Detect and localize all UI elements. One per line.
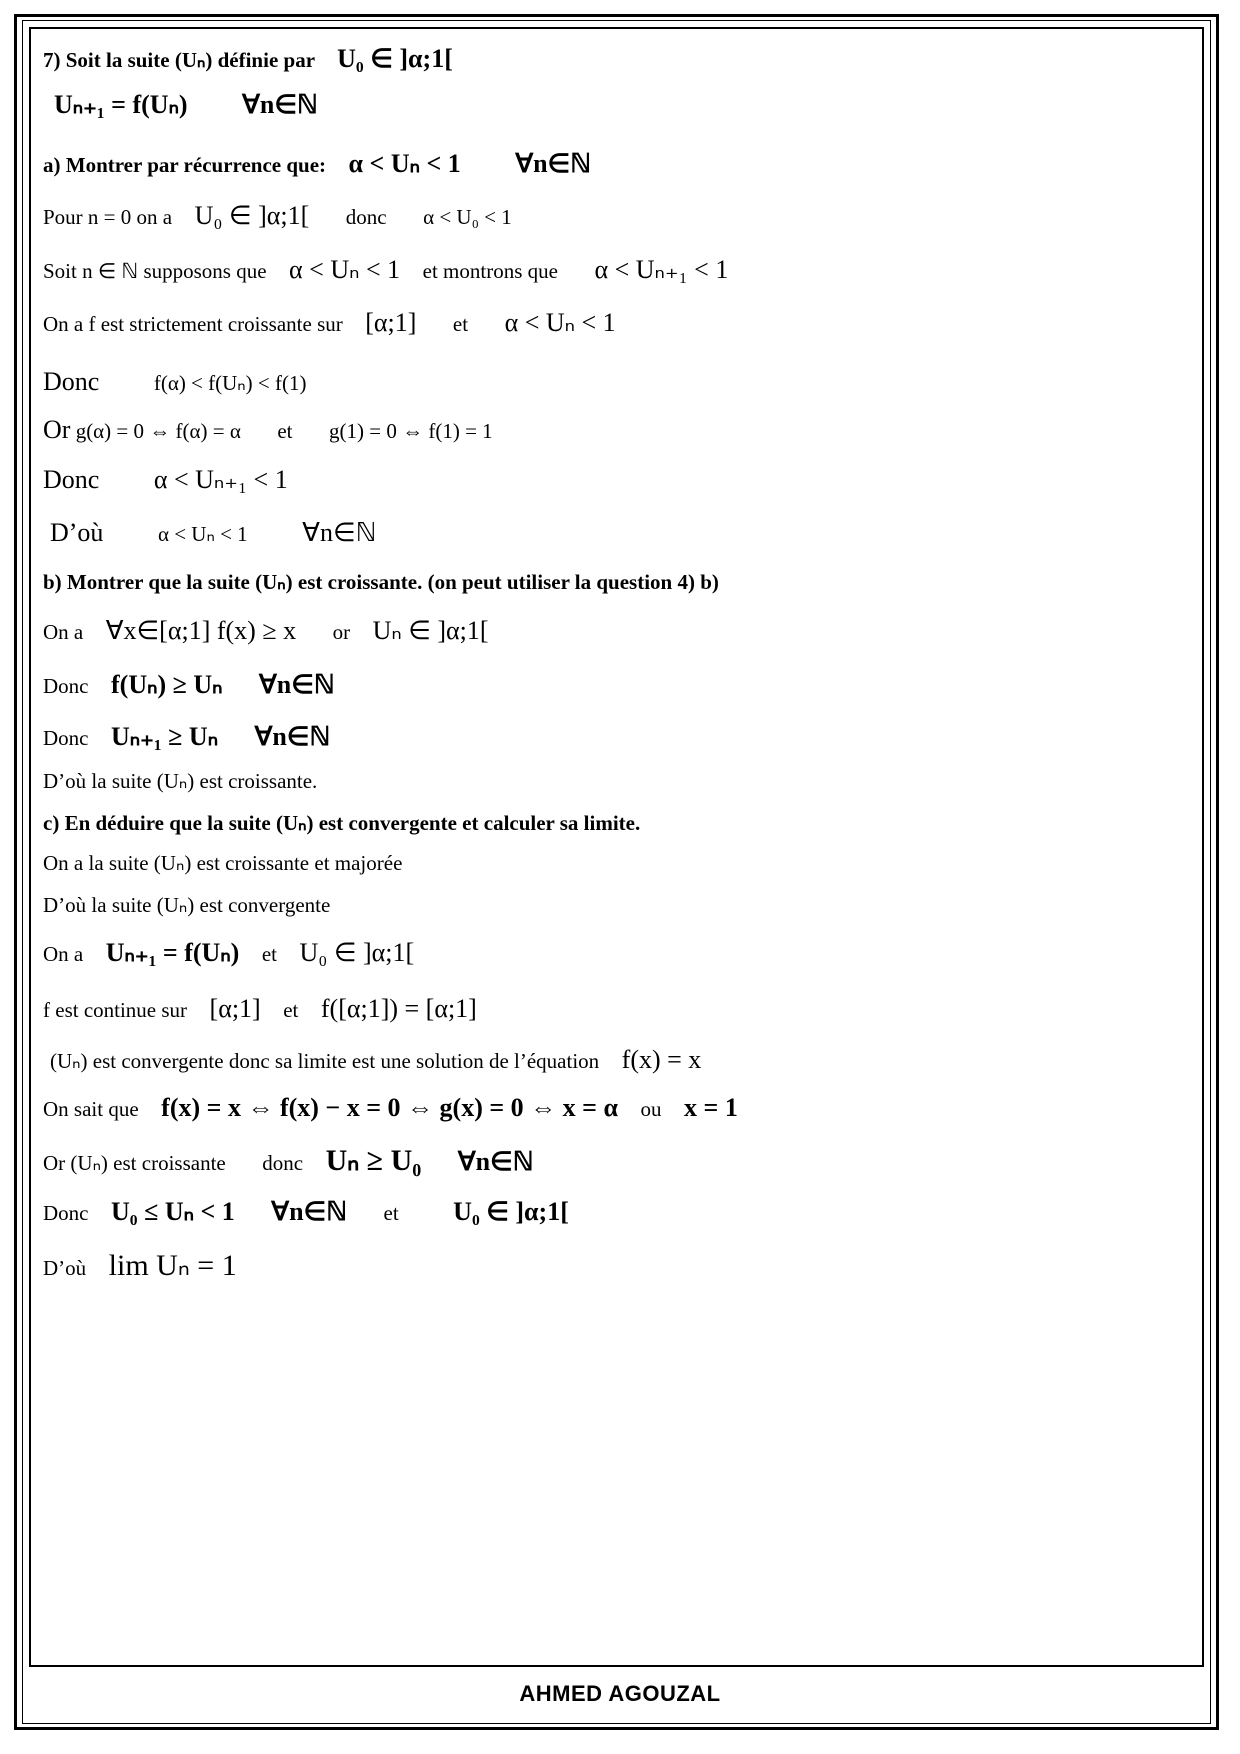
q7-forall: ∀n∈ℕ bbox=[242, 90, 318, 119]
part-a-claim: α < Uₙ < 1 bbox=[348, 149, 461, 178]
part-b-title: b) Montrer que la suite (Uₙ) est croissante. (on peut utiliser la question 4) b) bbox=[43, 570, 719, 594]
part-a-l3-interval: [α;1] bbox=[365, 308, 417, 337]
part-c-line2 bbox=[43, 895, 330, 916]
part-a-l3-text: On a f est strictement croissante sur bbox=[43, 312, 343, 336]
part-c-l5-math: f(x) = x bbox=[621, 1045, 702, 1074]
part-b-l3-donc: Donc bbox=[43, 726, 89, 750]
part-c-line5 bbox=[50, 1047, 701, 1073]
part-c-line3 bbox=[43, 940, 414, 966]
part-a-l7-forall: ∀n∈ℕ bbox=[302, 518, 377, 547]
part-c-l6-math2: x = 1 bbox=[684, 1093, 738, 1122]
part-c-l6-math: f(x) = x ⇔ f(x) − x = 0 ⇔ g(x) = 0 ⇔ x = α bbox=[161, 1093, 619, 1122]
part-c-l8-math2: U₀ ∈ ]α;1[ bbox=[453, 1197, 569, 1226]
part-c-l7-text: Or (Uₙ) est croissante bbox=[43, 1151, 226, 1175]
part-a-l7-dou: D’où bbox=[50, 518, 104, 547]
part-c-l4-et: et bbox=[283, 998, 299, 1022]
part-b-l2-math: f(Uₙ) ≥ Uₙ bbox=[111, 670, 223, 699]
footer-author: AHMED AGOUZAL bbox=[519, 1681, 721, 1706]
part-c-l4-interval: [α;1] bbox=[209, 994, 261, 1023]
q7-recurrence: Uₙ₊₁ = f(Uₙ) bbox=[54, 90, 188, 119]
part-c-line6 bbox=[43, 1095, 738, 1121]
part-c-line9 bbox=[43, 1251, 237, 1281]
part-a-l1-text: Pour n = 0 on a bbox=[43, 205, 173, 229]
part-a-l5-et: et bbox=[277, 419, 293, 443]
part-a-l6-donc: Donc bbox=[43, 465, 100, 494]
part-b-l2-donc: Donc bbox=[43, 674, 89, 698]
part-a-line2 bbox=[43, 257, 728, 283]
part-a-l2-text2: et montrons que bbox=[422, 259, 558, 283]
part-a-l5-or: Or bbox=[43, 415, 71, 444]
part-c-l5-text: (Uₙ) est convergente donc sa limite est une solution de l’équation bbox=[50, 1049, 600, 1073]
part-c-l3-et: et bbox=[261, 942, 277, 966]
part-c-l8-donc: Donc bbox=[43, 1201, 89, 1225]
part-c-line7 bbox=[43, 1146, 534, 1176]
part-b-line4 bbox=[43, 771, 317, 792]
part-c-l2: D’où la suite (Uₙ) est convergente bbox=[43, 893, 331, 917]
part-c-l1: On a la suite (Uₙ) est croissante et majorée bbox=[43, 851, 403, 875]
part-c-l4-math: f([α;1]) = [α;1] bbox=[320, 994, 477, 1023]
part-a-l3-ineq: α < Uₙ < 1 bbox=[504, 308, 616, 337]
part-a-l2-goal: α < Uₙ₊₁ < 1 bbox=[594, 255, 729, 284]
part-b-l1-math: ∀x∈[α;1] f(x) ≥ x bbox=[105, 616, 297, 645]
part-a-forall: ∀n∈ℕ bbox=[515, 149, 592, 178]
part-a-l2-hyp: α < Uₙ < 1 bbox=[289, 255, 401, 284]
part-b-l2-forall: ∀n∈ℕ bbox=[259, 670, 335, 699]
q7-intro-line bbox=[43, 46, 453, 72]
part-a-title: a) Montrer par récurrence que: bbox=[43, 153, 327, 177]
part-a-l7-math: α < Uₙ < 1 bbox=[157, 522, 248, 546]
part-b-l1-or: or bbox=[332, 620, 351, 644]
part-c-l3-math: Uₙ₊₁ = f(Uₙ) bbox=[105, 938, 240, 967]
part-c-l6-text: On sait que bbox=[43, 1097, 139, 1121]
part-a-l5-math2: g(1) = 0 ⇔ f(1) = 1 bbox=[329, 419, 493, 443]
part-b-l1-text: On a bbox=[43, 620, 84, 644]
part-b-line1 bbox=[43, 618, 489, 644]
part-c-l7-math: Uₙ ≥ U₀ bbox=[325, 1144, 422, 1177]
q7-intro: 7) Soit la suite (Uₙ) définie par bbox=[43, 48, 315, 72]
part-a-l1-math: U₀ ∈ ]α;1[ bbox=[194, 201, 310, 230]
part-a-line4 bbox=[43, 369, 307, 395]
part-a-l6-math: α < Uₙ₊₁ < 1 bbox=[153, 465, 288, 494]
part-b-line2 bbox=[43, 672, 335, 698]
part-a-line6 bbox=[43, 467, 288, 493]
part-b-title-line bbox=[43, 572, 719, 593]
part-a-l3-et: et bbox=[452, 312, 469, 336]
part-a-l4-math: f(α) < f(Uₙ) < f(1) bbox=[153, 371, 307, 395]
part-a-line5 bbox=[43, 417, 493, 443]
part-c-l9-dou: D’où bbox=[43, 1256, 87, 1280]
part-a-l1-donc: donc bbox=[345, 205, 387, 229]
part-b-l4-text: D’où la suite (Uₙ) est croissante. bbox=[43, 769, 318, 793]
part-a-l4-donc: Donc bbox=[43, 367, 100, 396]
part-c-l3-text: On a bbox=[43, 942, 84, 966]
part-b-l3-forall: ∀n∈ℕ bbox=[254, 722, 331, 751]
part-b-l1-math2: Uₙ ∈ ]α;1[ bbox=[372, 616, 489, 645]
part-a-line7 bbox=[50, 520, 376, 546]
part-a-l2-text: Soit n ∈ ℕ supposons que bbox=[43, 259, 267, 283]
part-c-l9-math: lim Uₙ = 1 bbox=[108, 1249, 237, 1282]
part-c-title-line bbox=[43, 813, 640, 834]
part-c-title: c) En déduire que la suite (Uₙ) est convergente et calculer sa limite. bbox=[43, 811, 641, 835]
part-b-l3-math: Uₙ₊₁ ≥ Uₙ bbox=[111, 722, 219, 751]
part-c-line8 bbox=[43, 1199, 569, 1225]
part-c-l6-ou: ou bbox=[640, 1097, 662, 1121]
part-c-l7-donc: donc bbox=[262, 1151, 304, 1175]
q7-u0-def: U₀ ∈ ]α;1[ bbox=[337, 44, 453, 73]
part-a-l5-math1: g(α) = 0 ⇔ f(α) = α bbox=[75, 419, 241, 443]
part-b-line3 bbox=[43, 724, 330, 750]
part-c-line4 bbox=[43, 996, 477, 1022]
part-c-l7-forall: ∀n∈ℕ bbox=[457, 1147, 534, 1176]
part-a-line1 bbox=[43, 203, 512, 229]
part-c-l8-forall: ∀n∈ℕ bbox=[271, 1197, 348, 1226]
part-c-line1 bbox=[43, 853, 402, 874]
part-a-l1-concl: α < U₀ < 1 bbox=[423, 205, 512, 229]
q7-recurrence-line bbox=[54, 92, 318, 118]
part-c-l3-math2: U₀ ∈ ]α;1[ bbox=[299, 938, 415, 967]
part-c-l8-et: et bbox=[383, 1201, 399, 1225]
part-c-l8-math: U₀ ≤ Uₙ < 1 bbox=[111, 1197, 235, 1226]
part-a-title-line bbox=[43, 151, 591, 177]
part-c-l4-text: f est continue sur bbox=[43, 998, 188, 1022]
part-a-line3 bbox=[43, 310, 616, 336]
